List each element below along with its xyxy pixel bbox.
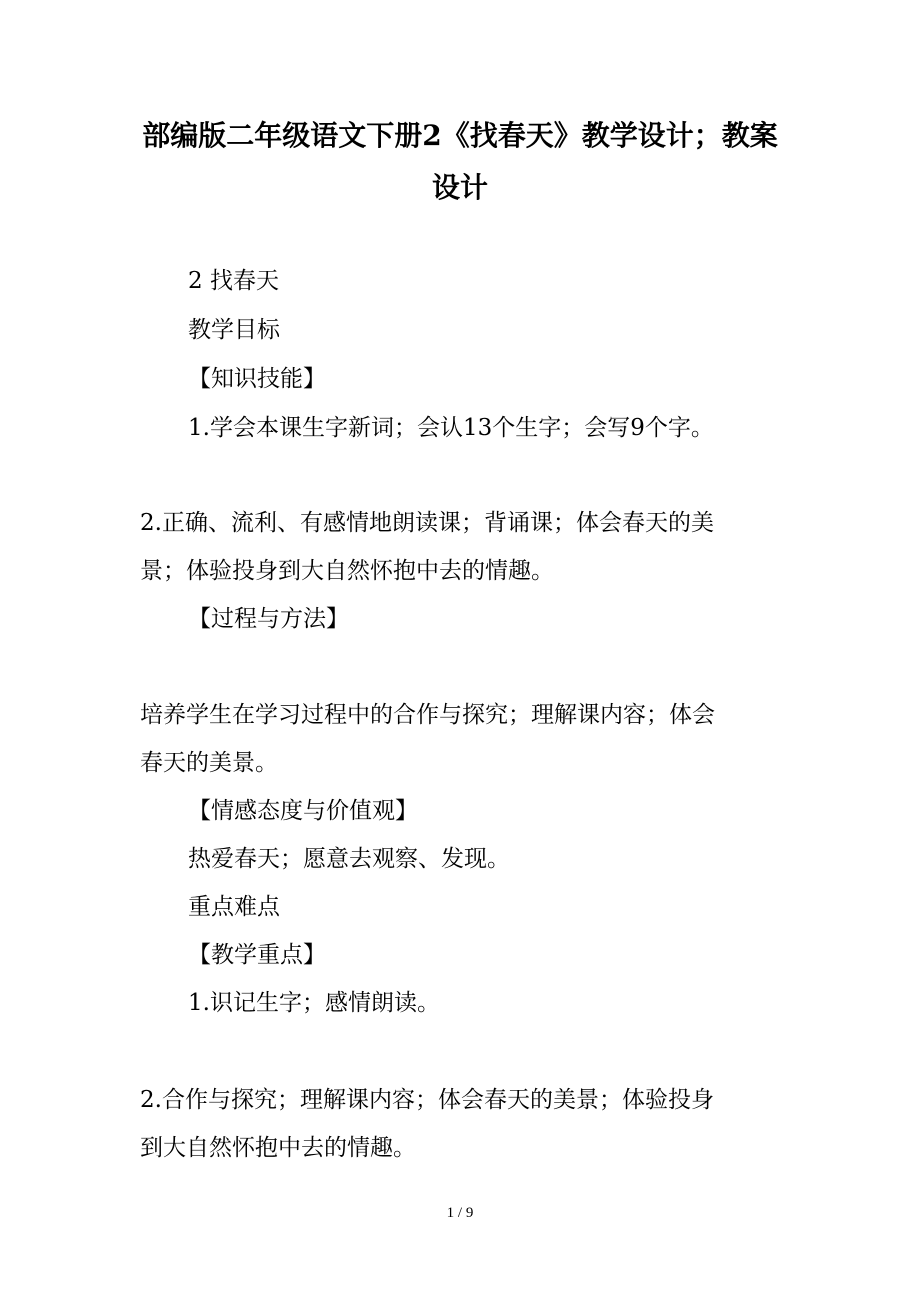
paragraph-line: 到大自然怀抱中去的情趣。: [140, 1135, 416, 1161]
section-heading-key-points: 重点难点: [188, 894, 280, 920]
paragraph-line: 培养学生在学习过程中的合作与探究；理解课内容；体会: [140, 702, 715, 728]
subheading-process-methods: 【过程与方法】: [188, 606, 349, 632]
page-number: 1 / 9: [446, 1205, 474, 1221]
subheading-attitudes-values: 【情感态度与价值观】: [188, 798, 418, 824]
paragraph-line: 2.合作与探究；理解课内容；体会春天的美景；体验投身: [140, 1087, 714, 1113]
subheading-knowledge-skills: 【知识技能】: [188, 366, 326, 392]
paragraph-line: 1.识记生字；感情朗读。: [188, 990, 440, 1016]
paragraph-line: 景；体验投身到大自然怀抱中去的情趣。: [140, 558, 554, 584]
paragraph-line: 1.学会本课生字新词；会认13个生字；会写9个字。: [188, 415, 714, 441]
subheading-teaching-focus: 【教学重点】: [188, 942, 326, 968]
paragraph-line: 春天的美景。: [140, 750, 278, 776]
document-title-line-2: 设计: [431, 171, 488, 204]
lesson-heading: 2 找春天: [188, 268, 279, 294]
document-title-line-1: 部编版二年级语文下册2《找春天》教学设计；教案: [142, 119, 778, 152]
paragraph-line: 2.正确、流利、有感情地朗读课；背诵课；体会春天的美: [140, 510, 714, 536]
section-heading-objectives: 教学目标: [188, 317, 280, 343]
paragraph-line: 热爱春天；愿意去观察、发现。: [188, 846, 510, 872]
